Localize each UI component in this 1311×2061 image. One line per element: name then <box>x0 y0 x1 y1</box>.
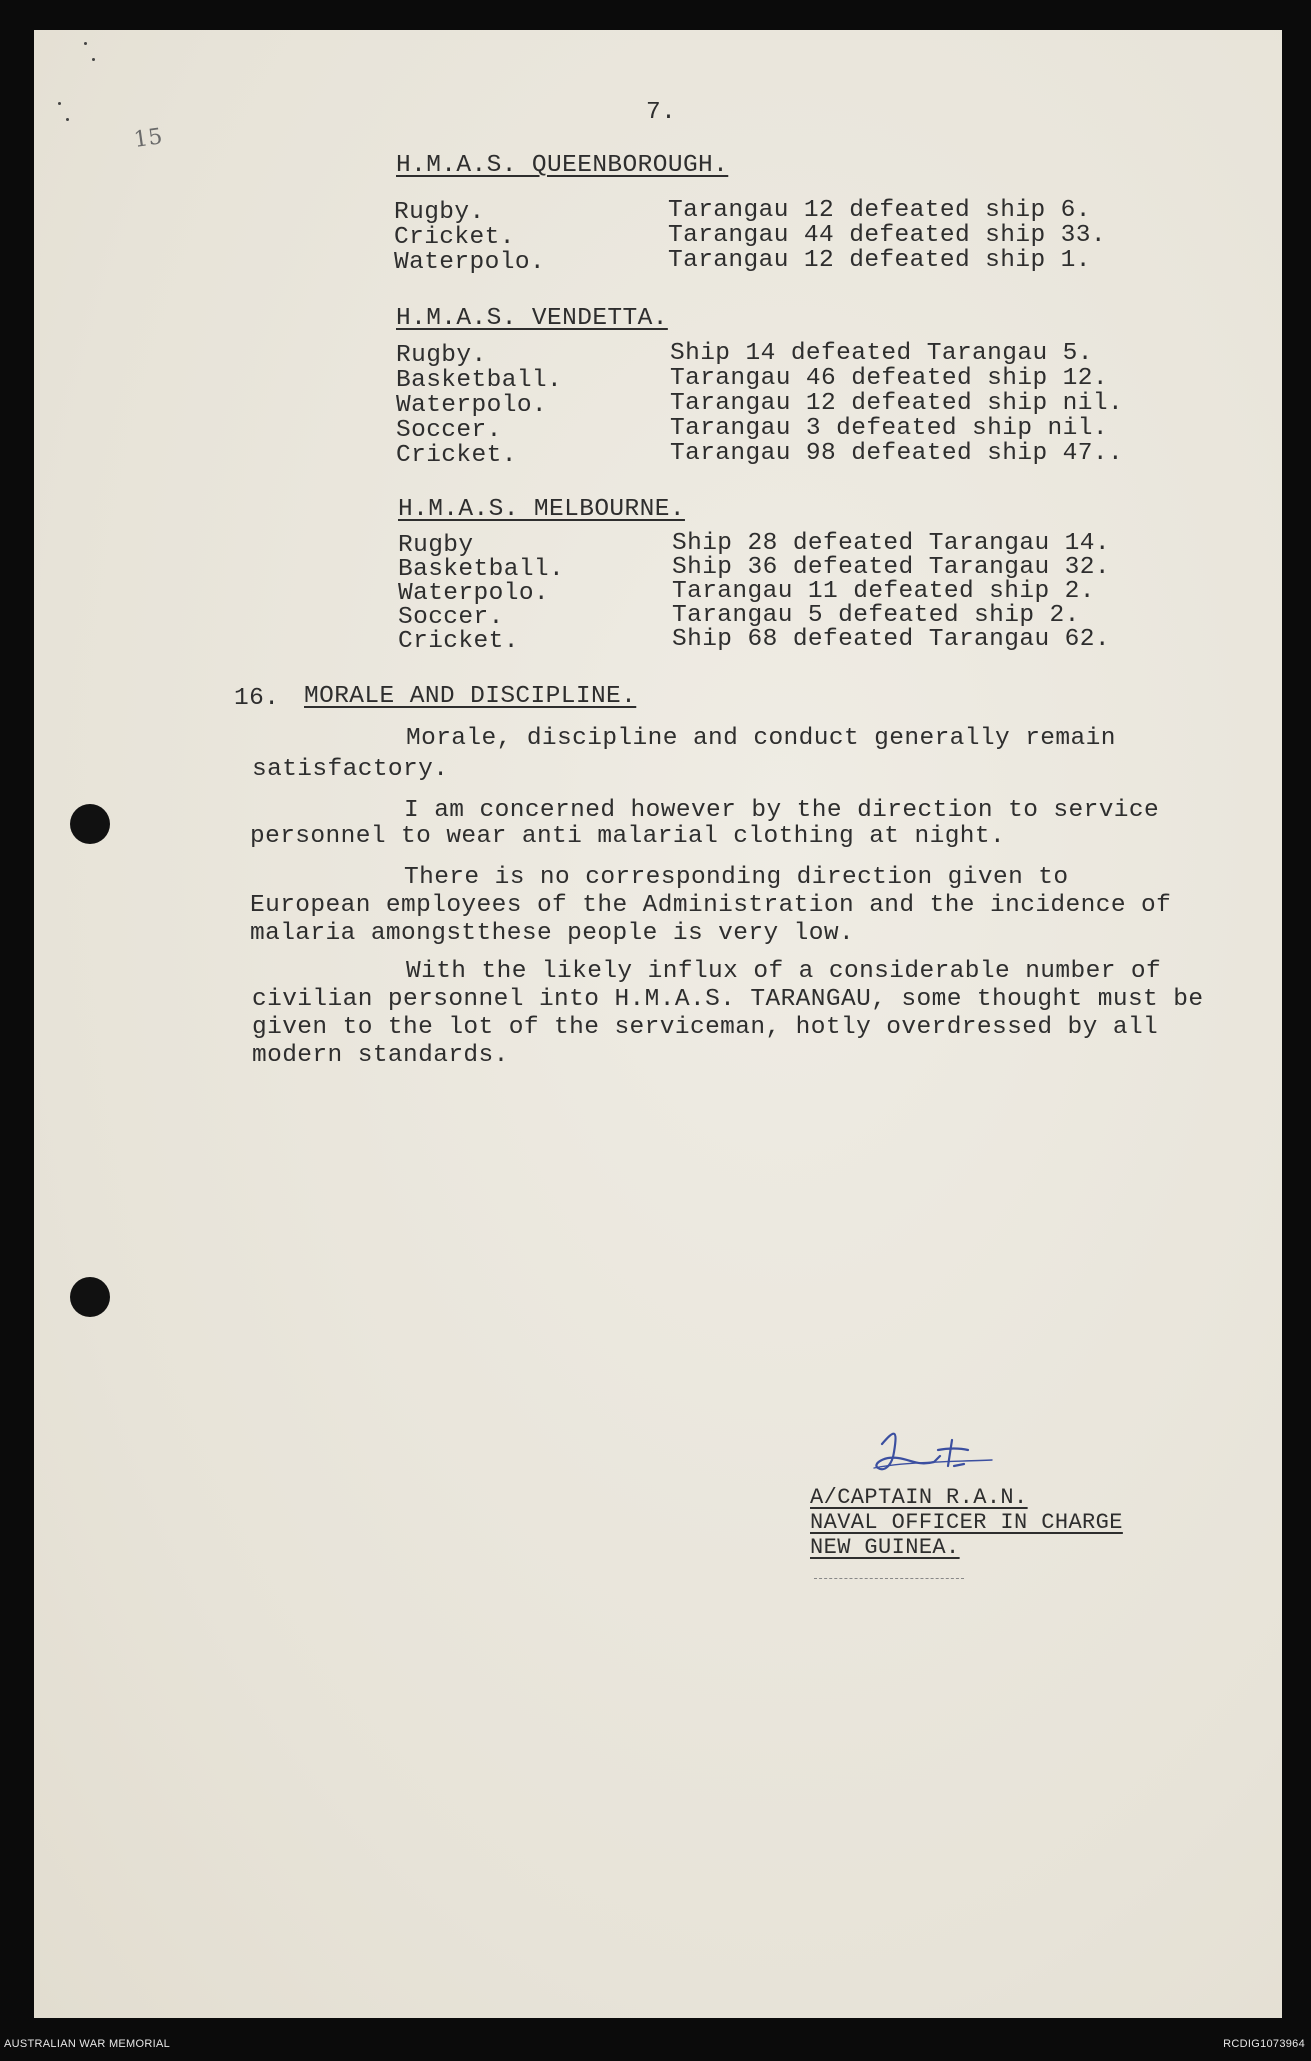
paragraph-line: I am concerned however by the direction to service <box>404 797 1160 824</box>
section-title: MORALE AND DISCIPLINE. <box>304 683 637 710</box>
paragraph-line: satisfactory. <box>252 756 449 783</box>
match-result: Tarangau 46 defeated ship 12. <box>670 365 1108 392</box>
match-result: Ship 28 defeated Tarangau 14. <box>672 530 1110 557</box>
paragraph-line: malaria amongstthese people is very low. <box>250 920 855 947</box>
paragraph-line: European employees of the Administration and the incidence of <box>250 892 1172 919</box>
signature-rank: A/CAPTAIN R.A.N. <box>810 1485 1028 1510</box>
signature-location: NEW GUINEA. <box>810 1535 960 1560</box>
match-result: Ship 36 defeated Tarangau 32. <box>672 554 1110 581</box>
sport-label: Rugby <box>398 532 474 559</box>
section-heading: H.M.A.S. QUEENBOROUGH. <box>396 152 729 179</box>
match-result: Tarangau 12 defeated ship nil. <box>670 390 1124 417</box>
sport-label: Waterpolo. <box>398 580 550 607</box>
margin-speck <box>84 42 87 45</box>
sport-label: Soccer. <box>396 417 502 444</box>
paragraph-line: modern standards. <box>252 1042 509 1069</box>
margin-speck <box>92 58 95 61</box>
section-heading: H.M.A.S. MELBOURNE. <box>398 496 685 523</box>
match-result: Ship 68 defeated Tarangau 62. <box>672 626 1110 653</box>
section-heading: H.M.A.S. VENDETTA. <box>396 305 668 332</box>
sport-label: Cricket. <box>394 224 515 251</box>
margin-speck <box>66 118 69 121</box>
sport-label: Soccer. <box>398 604 504 631</box>
match-result: Ship 14 defeated Tarangau 5. <box>670 340 1093 367</box>
sport-label: Waterpolo. <box>394 249 546 276</box>
sport-label: Basketball. <box>398 556 565 583</box>
margin-note: 15 <box>132 124 165 153</box>
signature-title: NAVAL OFFICER IN CHARGE <box>810 1510 1123 1535</box>
sport-label: Cricket. <box>398 628 519 655</box>
sport-label: Rugby. <box>394 199 485 226</box>
match-result: Tarangau 11 defeated ship 2. <box>672 578 1095 605</box>
faint-dotted-line <box>814 1578 964 1579</box>
paragraph-line: With the likely influx of a considerable number of <box>406 958 1162 985</box>
paragraph-line: Morale, discipline and conduct generally remain <box>406 725 1116 752</box>
match-result: Tarangau 98 defeated ship 47.. <box>670 440 1124 467</box>
paragraph-line: civilian personnel into H.M.A.S. TARANGAU, some thought must be <box>252 986 1204 1013</box>
match-result: Tarangau 44 defeated ship 33. <box>668 222 1106 249</box>
archive-footer-right: RCDIG1073964 <box>1223 2038 1305 2050</box>
sport-label: Rugby. <box>396 342 487 369</box>
page-number: 7. <box>646 99 677 126</box>
match-result: Tarangau 12 defeated ship 1. <box>668 247 1091 274</box>
margin-speck <box>58 102 61 105</box>
paragraph-line: personnel to wear anti malarial clothing at night. <box>250 823 1006 850</box>
sport-label: Basketball. <box>396 367 563 394</box>
paragraph-line: given to the lot of the serviceman, hotly overdressed by all <box>252 1014 1159 1041</box>
punch-hole <box>70 1277 110 1317</box>
match-result: Tarangau 3 defeated ship nil. <box>670 415 1108 442</box>
paragraph-line: There is no corresponding direction given to <box>404 864 1069 891</box>
handwritten-signature <box>864 1422 1014 1492</box>
sport-label: Cricket. <box>396 442 517 469</box>
section-number: 16. <box>234 685 280 712</box>
match-result: Tarangau 12 defeated ship 6. <box>668 197 1091 224</box>
match-result: Tarangau 5 defeated ship 2. <box>672 602 1080 629</box>
punch-hole <box>70 804 110 844</box>
document-page <box>34 30 1282 2018</box>
sport-label: Waterpolo. <box>396 392 548 419</box>
archive-footer-left: AUSTRALIAN WAR MEMORIAL <box>4 2038 171 2050</box>
